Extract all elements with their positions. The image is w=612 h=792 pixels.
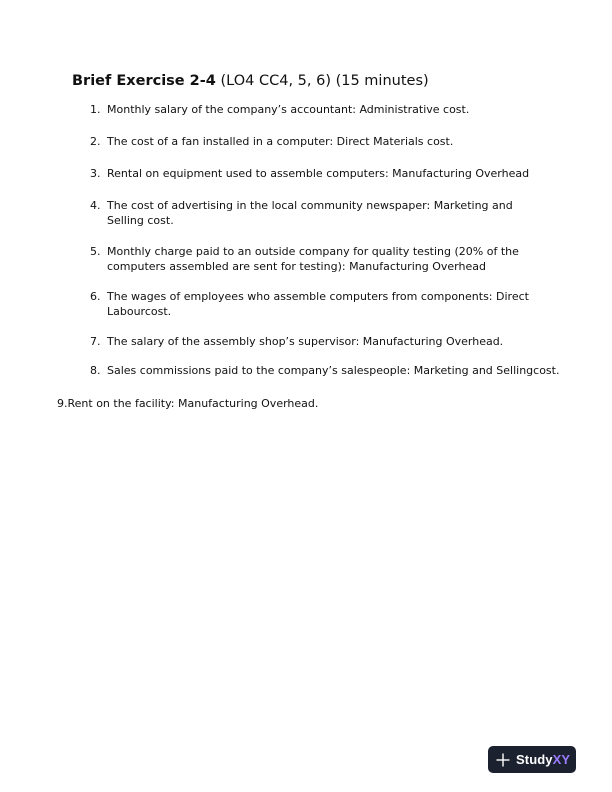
exercise-subtitle: (LO4 CC4, 5, 6) (15 minutes) <box>215 73 429 89</box>
exercise-title: Brief Exercise 2-4 <box>72 73 216 89</box>
item-number: 2. <box>90 135 101 148</box>
item-text: Rental on equipment used to assemble computers: Manufacturing Overhead <box>107 167 530 180</box>
item-text: The cost of a fan installed in a computer: Direct Materials cost. <box>107 135 454 148</box>
item-number: 8. <box>90 364 101 377</box>
unindented-item: 9.Rent on the facility: Manufacturing Overhead. <box>57 397 319 410</box>
list-item <box>90 244 550 274</box>
list-item <box>90 166 550 181</box>
item-number: 4. <box>90 199 101 212</box>
item-text: The salary of the assembly shop’s supervisor: Manufacturing Overhead. <box>107 335 504 348</box>
list-item <box>90 198 550 228</box>
list-item <box>90 363 560 378</box>
brand-accent: XY <box>552 752 571 767</box>
list-item <box>90 134 550 149</box>
plus-sparkle-icon <box>496 753 510 767</box>
brand-main: Study <box>516 752 553 767</box>
item-text: The wages of employees who assemble computers from components: Direct Labourcost. <box>107 290 529 318</box>
item-number: 5. <box>90 245 101 258</box>
item-number: 7. <box>90 335 101 348</box>
item-text: Sales commissions paid to the company’s salespeople: Marketing and Sellingcost. <box>107 364 560 377</box>
exercise-heading <box>72 72 429 90</box>
list-item <box>90 102 550 117</box>
item-number: 1. <box>90 103 101 116</box>
studyxy-badge[interactable] <box>488 746 576 773</box>
list-item <box>90 289 550 319</box>
item-text: Monthly charge paid to an outside company for quality testing (20% of the computers assembled are sent for testing): Manufacturing Overhead <box>107 245 519 273</box>
item-number: 6. <box>90 290 101 303</box>
list-item <box>90 334 550 349</box>
item-number: 3. <box>90 167 101 180</box>
item-text: The cost of advertising in the local community newspaper: Marketing and Selling cost. <box>107 199 513 227</box>
brand-name <box>516 752 570 767</box>
item-text: Monthly salary of the company’s accountant: Administrative cost. <box>107 103 470 116</box>
